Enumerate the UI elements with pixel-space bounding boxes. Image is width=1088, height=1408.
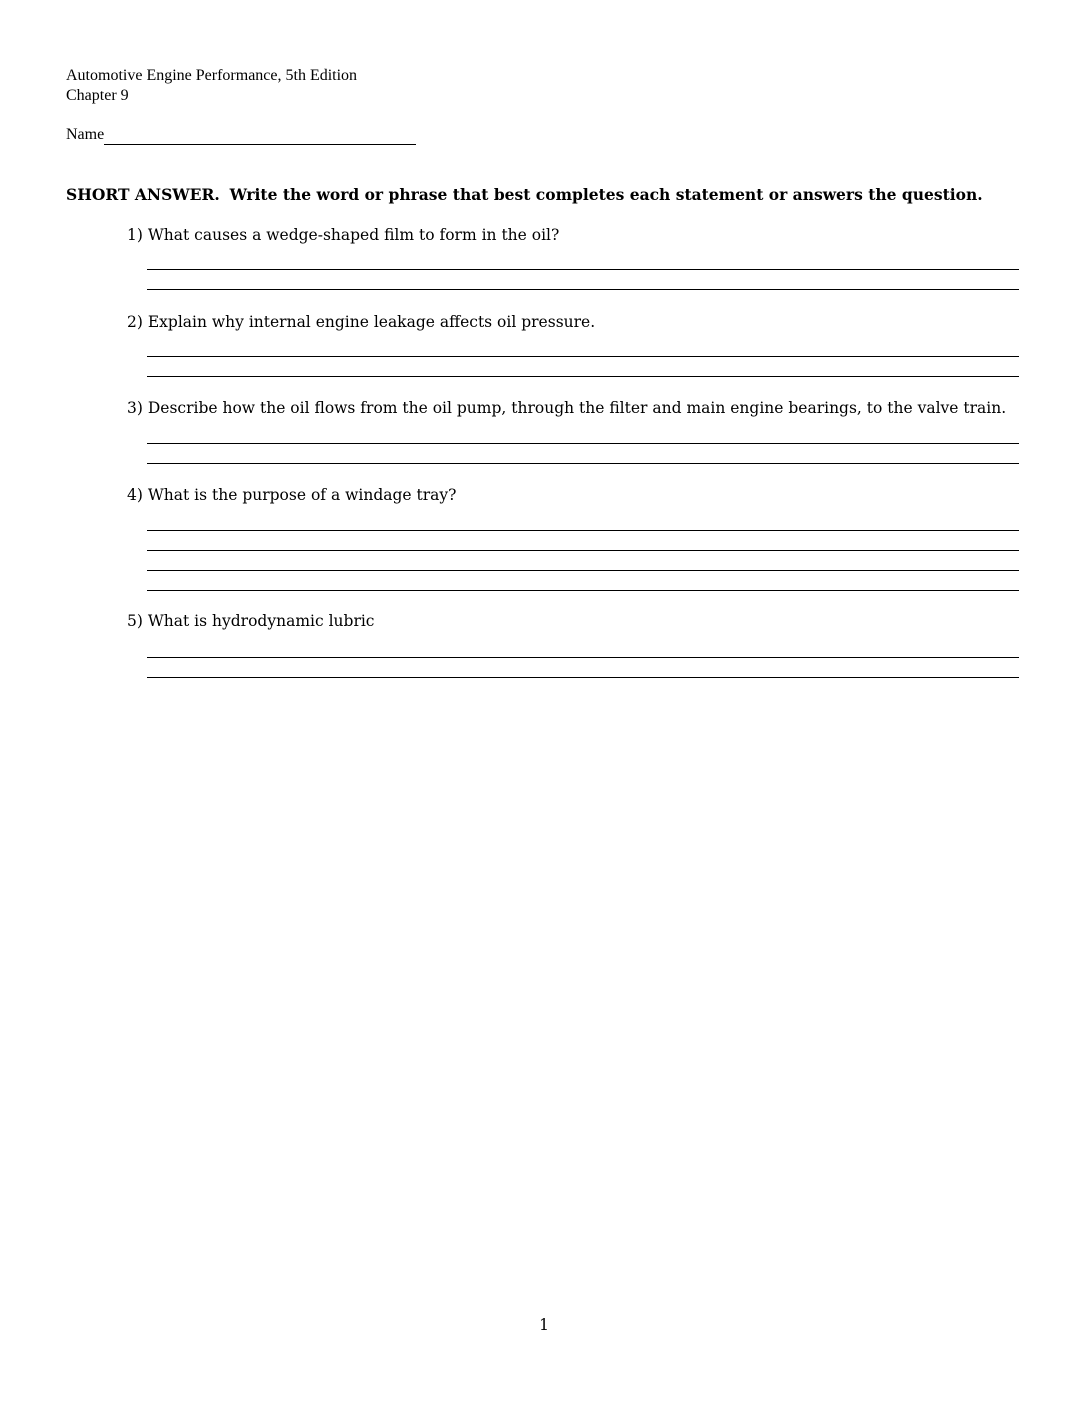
question-text: What causes a wedge-shaped film to form in the oil? (147, 226, 560, 244)
answer-line[interactable] (147, 443, 1019, 444)
answer-line[interactable] (147, 289, 1019, 290)
section-instructions (66, 185, 983, 205)
question-number: 3) (127, 399, 143, 417)
name-label: Name (66, 126, 105, 143)
section-heading: SHORT ANSWER. (66, 185, 220, 204)
answer-line[interactable] (147, 677, 1019, 678)
answer-line[interactable] (147, 530, 1019, 531)
answer-line[interactable] (147, 269, 1019, 270)
question-number: 2) (127, 313, 143, 331)
name-blank-line[interactable] (104, 126, 416, 145)
answer-line[interactable] (147, 376, 1019, 377)
chapter-label: Chapter 9 (66, 87, 129, 104)
question-number: 5) (127, 612, 143, 630)
answer-line[interactable] (147, 550, 1019, 551)
answer-line[interactable] (147, 356, 1019, 357)
document-title: Automotive Engine Performance, 5th Edition (66, 67, 358, 84)
name-field-row (66, 125, 416, 145)
question-text: Describe how the oil flows from the oil pump, through the filter and main engine bearings, to the valve train. (147, 399, 1007, 417)
question-text: What is hydrodynamic lubric (147, 612, 375, 630)
answer-line[interactable] (147, 463, 1019, 464)
instructions-text: Write the word or phrase that best completes each statement or answers the question. (229, 185, 983, 204)
answer-line[interactable] (147, 657, 1019, 658)
question-4 (127, 485, 456, 505)
question-text: Explain why internal engine leakage affects oil pressure. (147, 313, 596, 331)
answer-line[interactable] (147, 570, 1019, 571)
question-text: What is the purpose of a windage tray? (147, 486, 457, 504)
question-2 (127, 312, 595, 332)
question-3 (127, 398, 1006, 418)
question-1 (127, 225, 559, 245)
page-number: 1 (539, 1316, 549, 1334)
answer-line[interactable] (147, 590, 1019, 591)
question-number: 4) (127, 486, 143, 504)
question-number: 1) (127, 226, 143, 244)
question-5 (127, 611, 375, 631)
